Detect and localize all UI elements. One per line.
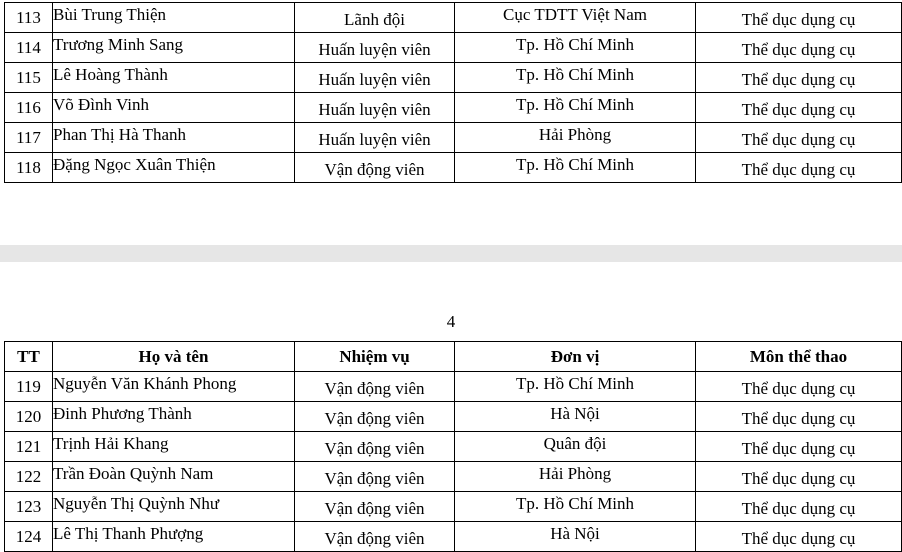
header-tt: TT (5, 342, 53, 372)
person-role: Vận động viên (295, 372, 455, 402)
row-number: 114 (5, 33, 53, 63)
person-role: Vận động viên (295, 432, 455, 462)
table-row (5, 492, 902, 522)
header-name: Họ và tên (53, 342, 295, 372)
person-name: Bùi Trung Thiện (53, 3, 295, 33)
header-role: Nhiệm vụ (295, 342, 455, 372)
person-role: Huấn luyện viên (295, 123, 455, 153)
row-number: 124 (5, 522, 53, 552)
row-number: 119 (5, 372, 53, 402)
person-name: Nguyễn Văn Khánh Phong (53, 372, 295, 402)
person-name: Đặng Ngọc Xuân Thiện (53, 153, 295, 183)
person-sport: Thể dục dụng cụ (696, 462, 902, 492)
row-number: 115 (5, 63, 53, 93)
person-sport: Thể dục dụng cụ (696, 123, 902, 153)
person-name: Lê Hoàng Thành (53, 63, 295, 93)
header-sport: Môn thể thao (696, 342, 902, 372)
person-unit: Hà Nội (455, 402, 696, 432)
person-name: Võ Đình Vinh (53, 93, 295, 123)
person-role: Huấn luyện viên (295, 63, 455, 93)
person-unit: Tp. Hồ Chí Minh (455, 153, 696, 183)
roster-table-bottom (4, 341, 902, 552)
person-name: Trịnh Hải Khang (53, 432, 295, 462)
header-unit: Đơn vị (455, 342, 696, 372)
person-sport: Thể dục dụng cụ (696, 33, 902, 63)
person-name: Đinh Phương Thành (53, 402, 295, 432)
person-role: Vận động viên (295, 153, 455, 183)
person-unit: Tp. Hồ Chí Minh (455, 63, 696, 93)
person-role: Lãnh đội (295, 3, 455, 33)
person-sport: Thể dục dụng cụ (696, 153, 902, 183)
row-number: 121 (5, 432, 53, 462)
person-unit: Hà Nội (455, 522, 696, 552)
person-unit: Tp. Hồ Chí Minh (455, 93, 696, 123)
document-page-top (0, 0, 902, 245)
person-name: Nguyễn Thị Quỳnh Như (53, 492, 295, 522)
person-unit: Quân đội (455, 432, 696, 462)
row-number: 118 (5, 153, 53, 183)
document-page-bottom (0, 262, 902, 550)
person-unit: Tp. Hồ Chí Minh (455, 33, 696, 63)
person-sport: Thể dục dụng cụ (696, 372, 902, 402)
person-name: Phan Thị Hà Thanh (53, 123, 295, 153)
person-sport: Thể dục dụng cụ (696, 3, 902, 33)
person-sport: Thể dục dụng cụ (696, 522, 902, 552)
page-number: 4 (446, 312, 456, 331)
table-row (5, 462, 902, 492)
person-role: Vận động viên (295, 522, 455, 552)
person-unit: Tp. Hồ Chí Minh (455, 372, 696, 402)
row-number: 122 (5, 462, 53, 492)
row-number: 113 (5, 3, 53, 33)
row-number: 123 (5, 492, 53, 522)
table-row (5, 3, 902, 33)
table-row (5, 33, 902, 63)
person-name: Trương Minh Sang (53, 33, 295, 63)
table-row (5, 522, 902, 552)
person-role: Vận động viên (295, 492, 455, 522)
row-number: 116 (5, 93, 53, 123)
table-row (5, 153, 902, 183)
person-unit: Hải Phòng (455, 123, 696, 153)
person-unit: Cục TDTT Việt Nam (455, 3, 696, 33)
table-row (5, 372, 902, 402)
person-role: Vận động viên (295, 402, 455, 432)
row-number: 120 (5, 402, 53, 432)
person-role: Huấn luyện viên (295, 93, 455, 123)
person-role: Huấn luyện viên (295, 33, 455, 63)
table-row (5, 63, 902, 93)
person-sport: Thể dục dụng cụ (696, 63, 902, 93)
table-row (5, 123, 902, 153)
person-role: Vận động viên (295, 462, 455, 492)
person-sport: Thể dục dụng cụ (696, 432, 902, 462)
person-sport: Thể dục dụng cụ (696, 492, 902, 522)
table-row (5, 432, 902, 462)
page-separator (0, 245, 902, 262)
person-sport: Thể dục dụng cụ (696, 402, 902, 432)
person-sport: Thể dục dụng cụ (696, 93, 902, 123)
person-name: Trần Đoàn Quỳnh Nam (53, 462, 295, 492)
person-unit: Tp. Hồ Chí Minh (455, 492, 696, 522)
person-unit: Hải Phòng (455, 462, 696, 492)
roster-table-top (4, 2, 902, 183)
table-row (5, 93, 902, 123)
person-name: Lê Thị Thanh Phượng (53, 522, 295, 552)
table-row (5, 402, 902, 432)
row-number: 117 (5, 123, 53, 153)
table-header-row (5, 342, 902, 372)
